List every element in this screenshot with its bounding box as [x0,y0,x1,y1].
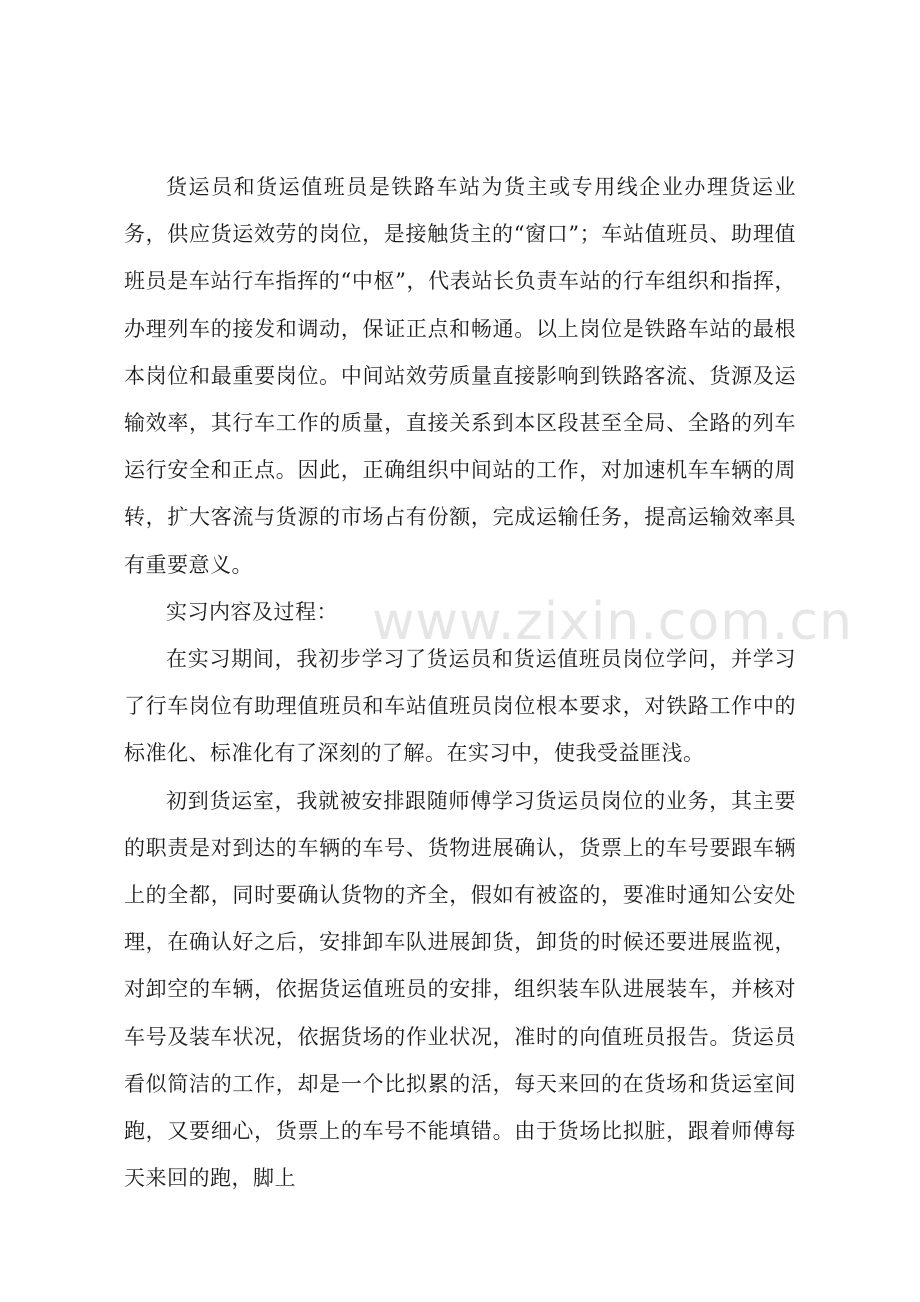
paragraph-internship-study: 在实习期间，我初步学习了货运员和货运值班员岗位学问，并学习了行车岗位有助理值班员和车站值班员岗位根本要求，对铁路工作中的标准化、标准化有了深刻的了解。在实习中，使我受益匪浅。 [124,647,796,766]
paragraph-intro: 货运员和货运值班员是铁路车站为货主或专用线企业办理货运业务，供应货运效劳的岗位，是接触货主的“窗口”；车站值班员、助理值班员是车站行车指挥的“中枢”，代表站长负责车站的行车组织和指挥，办理列车的接发和调动，保证正点和畅通。以上岗位是铁路车站的最根本岗位和最重要岗位。中间站效劳质量直接影响到铁路客流、货源及运输效率，其行车工作的质量，直接关系到本区段甚至全局、全路的列车运行安全和正点。因此，正确组织中间站的工作，对加速机车车辆的周转，扩大客流与货源的市场占有份额，完成运输任务，提高运输效率具有重要意义。 [124,175,796,577]
watermark-text: www.zixin.com.cn [372,592,853,652]
document-body [124,164,796,1202]
paragraph-freight-office: 初到货运室，我就被安排跟随师傅学习货运员岗位的业务，其主要的职责是对到达的车辆的车号、货物进展确认，货票上的车号要跟车辆上的全都，同时要确认货物的齐全，假如有被盗的，要准时通知公安处理，在确认好之后，安排卸车队进展卸货，卸货的时候还要进展监视，对卸空的车辆，依据货运值班员的安排，组织装车队进展装车，并核对车号及装车状况，依据货场的作业状况，准时的向值班员报告。货运员看似简洁的工作，却是一个比拟累的活，每天来回的在货场和货运室间跑，又要细心，货票上的车号不能填错。由于货场比拟脏，跟着师傅每天来回的跑，脚上 [124,788,796,1191]
paragraph-section-heading: 实习内容及过程： [166,599,338,624]
